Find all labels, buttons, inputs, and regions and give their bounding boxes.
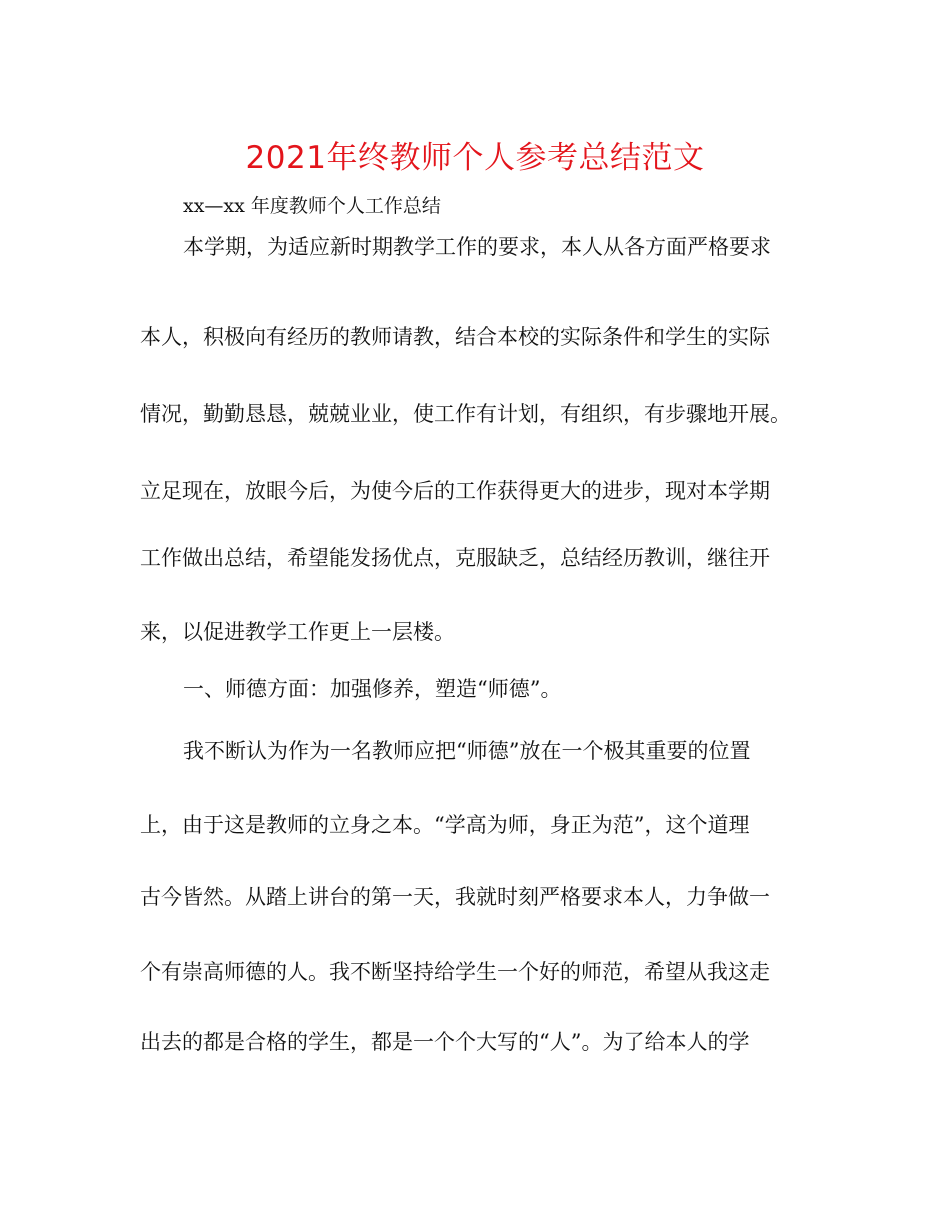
section-heading: 一、师德方面：加强修养，塑造“师德”。 (183, 677, 562, 701)
paragraph-line: 来，以促进教学工作更上一层楼。 (140, 620, 455, 644)
paragraph-line: 个有崇高师德的人。我不断坚持给学生一个好的师范，希望从我这走 (140, 960, 770, 984)
document-subtitle: xx—xx 年度教师个人工作总结 (183, 195, 441, 217)
paragraph-line: 工作做出总结，希望能发扬优点，克服缺乏，总结经历教训，继往开 (140, 546, 770, 570)
paragraph-line: 我不断认为作为一名教师应把“师德”放在一个极其重要的位置 (183, 739, 751, 763)
paragraph-line: 本学期，为适应新时期教学工作的要求，本人从各方面严格要求 (183, 235, 771, 259)
paragraph-line: 情况，勤勤恳恳，兢兢业业，使工作有计划，有组织，有步骤地开展。 (140, 402, 791, 426)
document-title: 2021年终教师个人参考总结范文 (245, 140, 705, 176)
paragraph-line: 出去的都是合格的学生，都是一个个大写的“人”。为了给本人的学 (140, 1030, 750, 1054)
paragraph-line: 本人，积极向有经历的教师请教，结合本校的实际条件和学生的实际 (140, 325, 770, 349)
paragraph-line: 上，由于这是教师的立身之本。“学高为师，身正为范”，这个道理 (140, 813, 750, 837)
paragraph-line: 古今皆然。从踏上讲台的第一天，我就时刻严格要求本人，力争做一 (140, 885, 770, 909)
paragraph-line: 立足现在，放眼今后，为使今后的工作获得更大的进步，现对本学期 (140, 479, 770, 503)
